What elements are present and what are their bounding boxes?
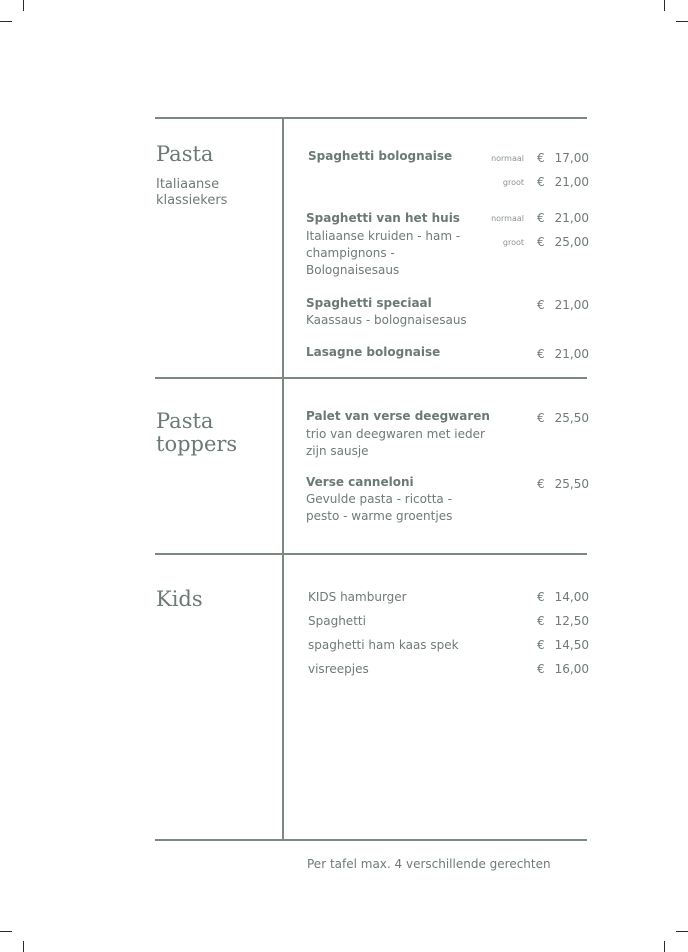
- crop-mark: [676, 931, 688, 932]
- section-title-toppers-line2: toppers: [156, 432, 238, 456]
- section-title-pasta: Pasta: [156, 142, 214, 166]
- size-label: normaal: [491, 154, 524, 163]
- crop-mark: [0, 931, 12, 932]
- currency-symbol: €: [537, 175, 545, 189]
- size-label: groot: [502, 238, 524, 247]
- currency-symbol: €: [537, 614, 545, 628]
- menu-item-name: KIDS hamburger: [308, 590, 407, 604]
- currency-symbol: €: [537, 411, 545, 425]
- menu-item-name: visreepjes: [308, 662, 369, 676]
- crop-mark: [664, 941, 665, 952]
- crop-mark: [664, 0, 665, 11]
- price: 21,00: [554, 175, 589, 189]
- menu-item-name: Palet van verse deegwaren: [306, 409, 490, 423]
- currency-symbol: €: [537, 211, 545, 225]
- menu-item-description: trio van deegwaren met ieder zijn sausje: [306, 427, 485, 458]
- price: 25,00: [554, 235, 589, 249]
- currency-symbol: €: [537, 151, 545, 165]
- crop-mark: [0, 21, 12, 22]
- size-label: normaal: [491, 214, 524, 223]
- divider-bottom: [155, 839, 587, 841]
- currency-symbol: €: [537, 347, 545, 361]
- currency-symbol: €: [537, 477, 545, 491]
- menu-item-name: spaghetti ham kaas spek: [308, 638, 459, 652]
- price: 21,00: [554, 347, 589, 361]
- price: 17,00: [554, 151, 589, 165]
- menu-item-name: Spaghetti van het huis: [306, 211, 460, 225]
- price: 21,00: [554, 211, 589, 225]
- divider-top: [155, 117, 587, 119]
- currency-symbol: €: [537, 662, 545, 676]
- menu-item-name: Spaghetti speciaal: [306, 296, 432, 310]
- price: 25,50: [554, 411, 589, 425]
- price: 14,50: [554, 638, 589, 652]
- currency-symbol: €: [537, 638, 545, 652]
- menu-item-name: Spaghetti: [308, 614, 366, 628]
- menu-item-description: Italiaanse kruiden - ham - champignons - Bolognaisesaus: [306, 229, 461, 277]
- crop-mark: [23, 941, 24, 952]
- currency-symbol: €: [537, 590, 545, 604]
- footer-note: Per tafel max. 4 verschillende gerechten: [307, 857, 551, 871]
- menu-item-description: Gevulde pasta - ricotta - pesto - warme groentjes: [306, 492, 453, 523]
- price: 21,00: [554, 298, 589, 312]
- section-title-kids: Kids: [156, 587, 203, 611]
- price: 14,00: [554, 590, 589, 604]
- size-label: groot: [502, 178, 524, 187]
- menu-item-name: Lasagne bolognaise: [306, 345, 441, 359]
- currency-symbol: €: [537, 298, 545, 312]
- section-title-toppers-line1: Pasta: [156, 409, 214, 433]
- price: 12,50: [554, 614, 589, 628]
- divider-vertical: [282, 118, 284, 840]
- divider-pasta-toppers: [155, 377, 587, 379]
- menu-item-name: Spaghetti bolognaise: [308, 149, 453, 163]
- crop-mark: [676, 21, 688, 22]
- currency-symbol: €: [537, 235, 545, 249]
- price: 25,50: [554, 477, 589, 491]
- divider-toppers-kids: [155, 553, 587, 555]
- price: 16,00: [554, 662, 589, 676]
- crop-mark: [23, 0, 24, 11]
- menu-item-description: Kaassaus - bolognaisesaus: [306, 313, 467, 327]
- menu-item-name: Verse canneloni: [306, 475, 414, 489]
- section-subtitle-pasta: Italiaanse klassiekers: [156, 177, 228, 208]
